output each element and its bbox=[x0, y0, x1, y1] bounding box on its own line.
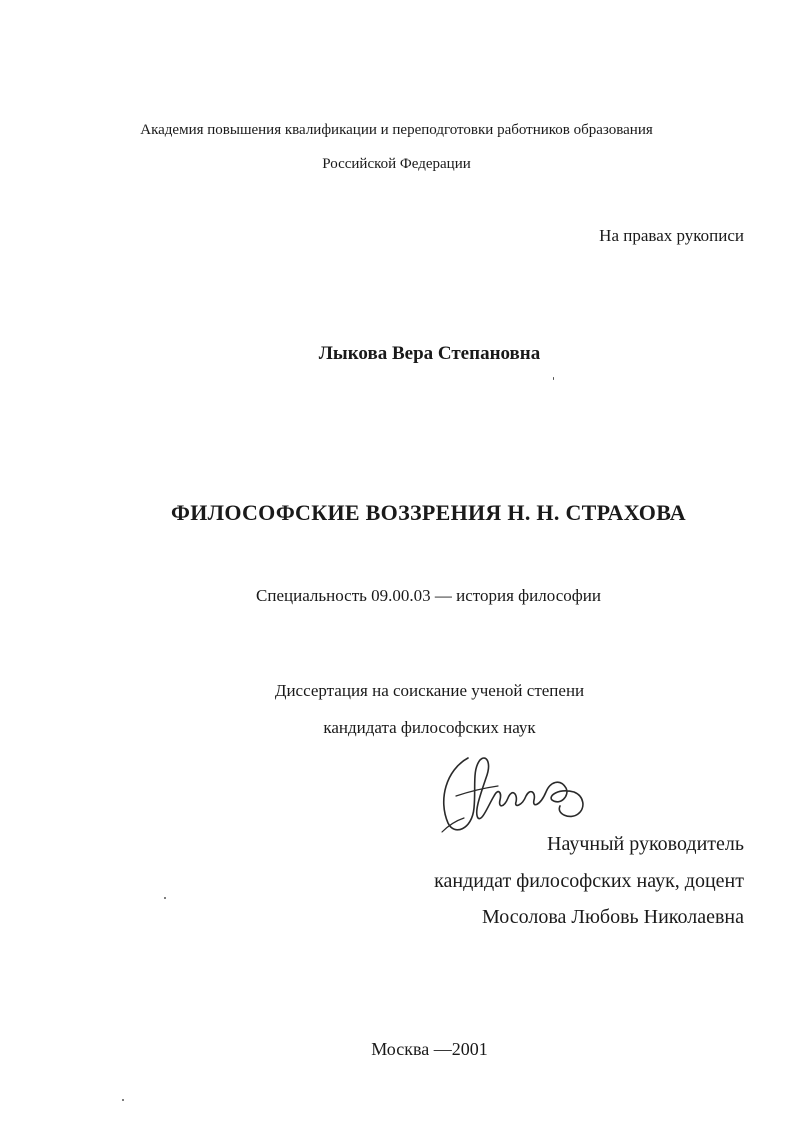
city-year: Москва —2001 bbox=[371, 1039, 488, 1059]
scan-speck bbox=[122, 1099, 124, 1101]
dissertation-title: ФИЛОСОФСКИЕ ВОЗЗРЕНИЯ Н. Н. СТРАХОВА bbox=[171, 500, 686, 525]
specialty-line: Специальность 09.00.03 — история философии bbox=[256, 586, 601, 605]
scan-speck bbox=[164, 897, 166, 899]
dissertation-degree-line-2: кандидата философских наук bbox=[323, 718, 536, 737]
rights-note: На правах рукописи bbox=[599, 226, 744, 245]
supervisor-role: Научный руководитель bbox=[547, 833, 744, 855]
dissertation-degree-line-1: Диссертация на соискание ученой степени bbox=[274, 681, 585, 700]
supervisor-degree: кандидат философских наук, доцент bbox=[434, 870, 744, 892]
author-name: Лыкова Вера Степановна bbox=[318, 343, 541, 364]
scan-speck bbox=[553, 377, 554, 380]
supervisor-name: Мосолова Любовь Николаевна bbox=[481, 906, 744, 928]
institution-line-1: Академия повышения квалификации и переподготовки работников образования bbox=[140, 122, 653, 138]
signature-mark bbox=[428, 748, 598, 843]
institution-line-2: Российской Федерации bbox=[322, 156, 471, 172]
